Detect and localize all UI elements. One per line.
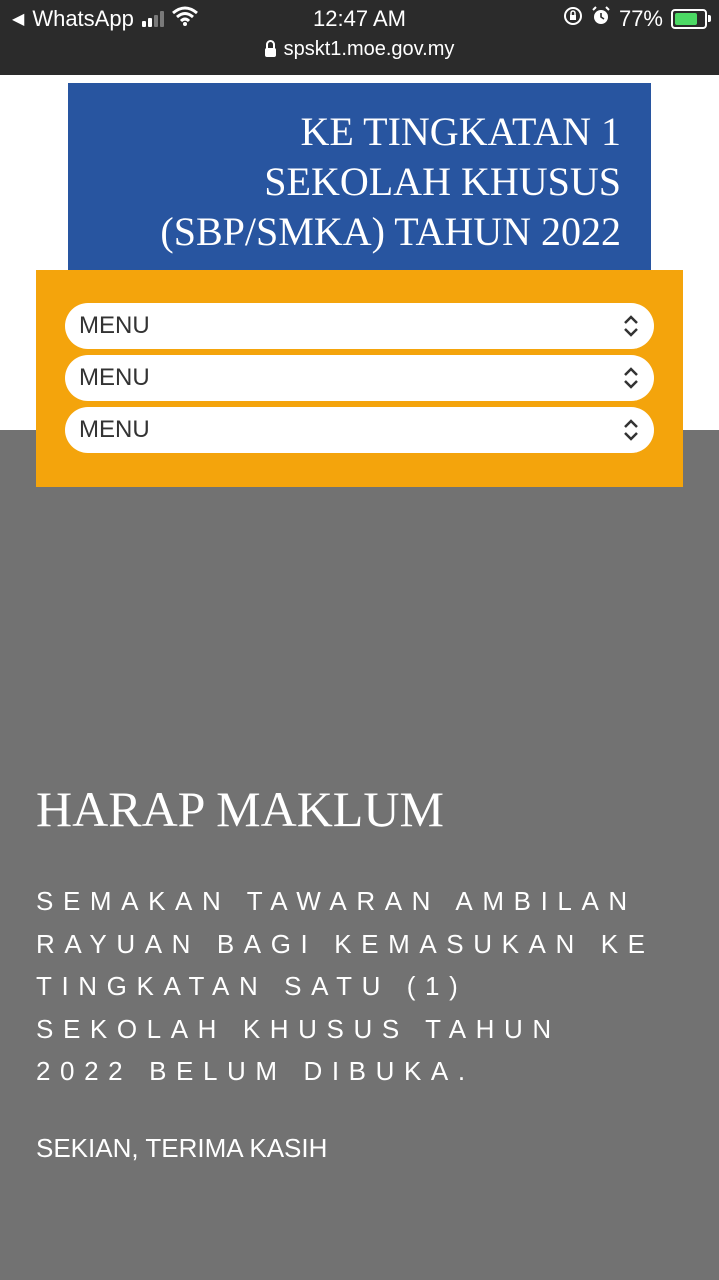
menu-select-2[interactable] [65, 355, 654, 401]
title-line: (SBP/SMKA) TAHUN 2022 [160, 209, 621, 254]
title-line: KE TINGKATAN 1 [300, 109, 621, 154]
menu-select-value: MENU [79, 364, 150, 391]
orientation-lock-icon [563, 6, 583, 32]
notice-body-line: TINGKATAN SATU (1) [36, 971, 468, 1001]
notice-closing: SEKIAN, TERIMA KASIH [36, 1133, 328, 1163]
status-bar [0, 0, 719, 75]
battery-icon [671, 9, 707, 29]
select-chevron-icon [622, 366, 640, 397]
notice-body [36, 880, 696, 1093]
notice-heading: HARAP MAKLUM [36, 781, 444, 837]
title-line: SEKOLAH KHUSUS [264, 159, 621, 204]
page-title [68, 83, 651, 271]
address-bar[interactable] [0, 38, 719, 61]
notice-body-line: SEMAKAN TAWARAN AMBILAN [36, 886, 637, 916]
url-text: spskt1.moe.gov.my [283, 38, 455, 60]
menu-select-value: MENU [79, 416, 150, 443]
notice-body-line: RAYUAN BAGI KEMASUKAN KE [36, 928, 655, 959]
alarm-icon [591, 6, 611, 32]
select-chevron-icon [622, 314, 640, 345]
back-arrow-icon: ◀ [12, 11, 25, 28]
menu-select-value: MENU [79, 312, 150, 339]
back-app-label: WhatsApp [32, 6, 134, 31]
battery-fill [675, 13, 697, 25]
lock-icon [265, 48, 276, 57]
battery-percent: 77% [618, 6, 663, 31]
status-time: 12:47 AM [313, 6, 406, 31]
select-chevron-icon [622, 418, 640, 449]
menu-panel [36, 270, 683, 487]
menu-select-3[interactable] [65, 407, 654, 453]
notice-body-line: SEKOLAH KHUSUS TAHUN [36, 1013, 561, 1044]
menu-select-1[interactable] [65, 303, 654, 349]
notice-body-line: 2022 BELUM DIBUKA. [36, 1056, 475, 1086]
